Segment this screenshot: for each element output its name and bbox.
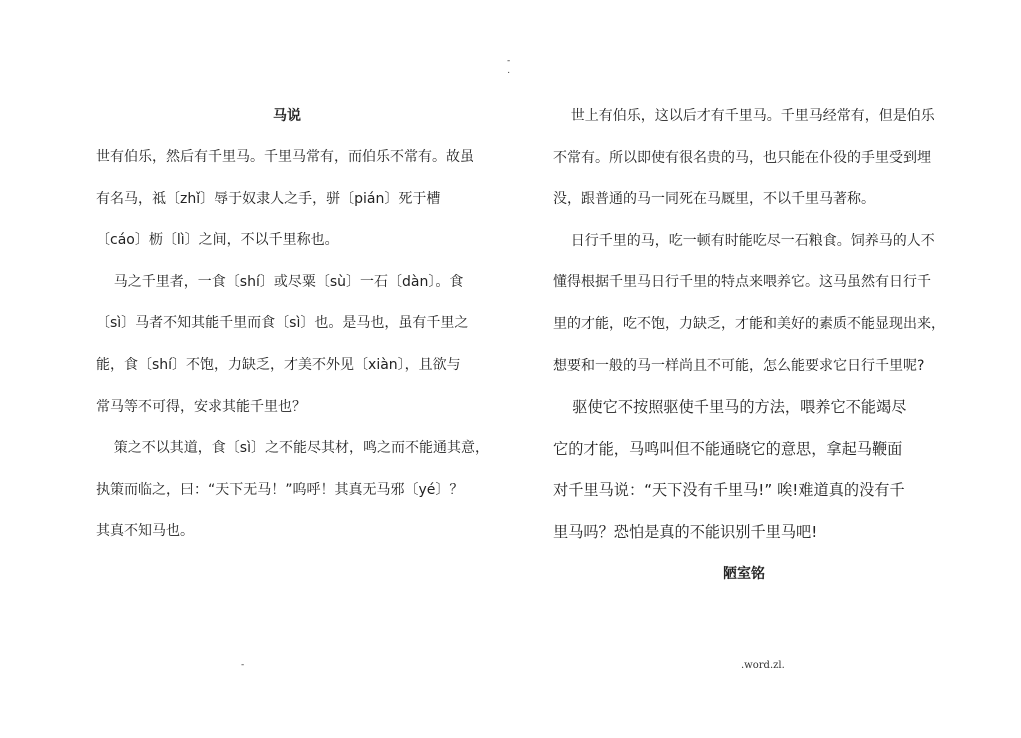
- text-line: 世有伯乐，然后有千里马。千里马常有，而伯乐不常有。故虽: [96, 149, 474, 165]
- translation-line: 里的才能，吃不饱，力缺乏，才能和美好的素质不能显现出来，: [553, 315, 945, 332]
- translation-line: 它的才能，马鸣叫但不能通晓它的意思，拿起马鞭面: [553, 439, 903, 458]
- translation-line: 驱使它不按照驱使千里马的方法，喂养它不能竭尽: [553, 398, 907, 417]
- text-line: 执策而临之，曰：“天下无马！”呜呼！其真无马邪〔yé〕？: [96, 481, 464, 498]
- right-column: [553, 104, 945, 586]
- text-line: 〔sì〕马者不知其能千里而食〔sì〕也。是马也，虽有千里之: [96, 315, 469, 332]
- translation-line: 想要和一般的马一样尚且不可能，怎么能要求它日行千里呢?: [553, 357, 925, 374]
- translation-line: 对千里马说：“天下没有千里马!” 唉!难道真的没有千: [553, 481, 905, 500]
- article-title: 马说: [273, 108, 301, 124]
- text-line: 策之不以其道，食〔sì〕之不能尽其材，鸣之而不能通其意，: [96, 440, 489, 457]
- text-line: 〔cáo〕枥〔lì〕之间，不以千里称也。: [96, 232, 339, 249]
- translation-line: 世上有伯乐，这以后才有千里马。千里马经常有，但是伯乐: [553, 108, 935, 124]
- text-line: 有名马，祗〔zhǐ〕辱于奴隶人之手，骈〔pián〕死于槽: [96, 190, 441, 207]
- header-mark-dash: -: [507, 56, 511, 66]
- translation-line: 不常有。所以即使有很名贵的马，也只能在仆役的手里受到埋: [553, 149, 931, 166]
- translation-line: 里马吗？恐怕是真的不能识别千里马吧!: [553, 522, 818, 541]
- text-line: 能，食〔shí〕不饱，力缺乏，才美不外见〔xiàn〕，且欲与: [96, 356, 461, 373]
- next-article-title: 陋室铭: [723, 565, 765, 582]
- footer-right-text: .word.zl.: [741, 660, 785, 671]
- text-line: 其真不知马也。: [96, 523, 194, 540]
- translation-line: 没，跟普通的马一同死在马厩里，不以千里马著称。: [553, 191, 875, 208]
- left-column: [96, 104, 488, 561]
- translation-line: 日行千里的马，吃一顿有时能吃尽一石粮食。饲养马的人不: [553, 232, 935, 249]
- page-header-mark: [507, 56, 510, 76]
- translation-line: 懂得根据千里马日行千里的特点来喂养它。这马虽然有日行千: [553, 274, 931, 291]
- text-line: 常马等不可得，安求其能千里也？: [96, 398, 306, 415]
- footer-left-mark: -: [241, 660, 245, 670]
- text-line: 马之千里者，一食〔shí〕或尽粟〔sù〕一石〔dàn〕。食: [96, 273, 464, 290]
- header-mark-dot: .: [507, 66, 511, 76]
